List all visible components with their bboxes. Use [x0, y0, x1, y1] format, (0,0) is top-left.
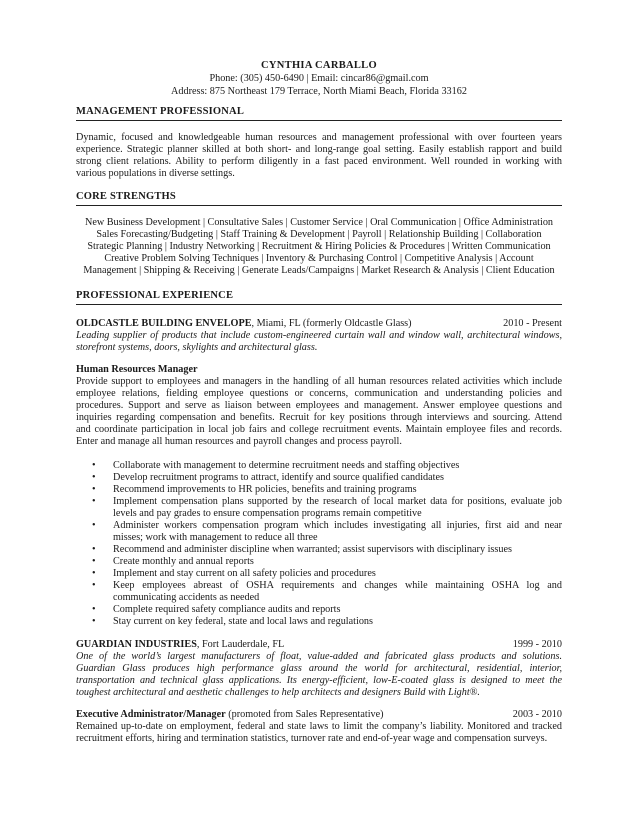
- job-heading: [76, 639, 562, 651]
- role-line: and coordinate participation in local job fairs and college recruitment events. Maintain employee files and records.: [76, 424, 562, 435]
- strengths-line: Management | Shipping & Receiving | Generate Leads/Campaigns | Market Research & Analysis | Client Education: [83, 265, 555, 276]
- responsibility-item: • Administer workers compensation program which includes investigating all injuries, first aid and near misses; work with management to reduce all three: [113, 520, 562, 544]
- role-heading: [76, 709, 562, 721]
- strengths-list: [76, 217, 562, 277]
- address-line: Address: 875 Northeast 179 Terrace, North Miami Beach, Florida 33162: [171, 86, 467, 97]
- summary-line: experience. Strategic planner skilled at both short- and long-range goal setting. Easily establish rapport and build: [76, 144, 562, 155]
- responsibility-item: • Keep employees abreast of OSHA requirements and changes while maintaining OSHA log and communicating accidents as needed: [113, 580, 562, 604]
- company-description: [76, 330, 562, 354]
- job-heading: [76, 318, 562, 330]
- responsibility-item: • Recommend improvements to HR policies, benefits and training programs: [113, 484, 562, 496]
- strengths-line: Strategic Planning | Industry Networking | Recruitment & Hiring Policies & Procedures | Written Communication: [87, 241, 551, 252]
- company-name: OLDCASTLE BUILDING ENVELOPE: [76, 318, 252, 329]
- desc-line: Guardian Glass produces high performance glass around the world for architectural, residential, interior,: [76, 663, 562, 674]
- company-location: , Fort Lauderdale, FL: [196, 639, 285, 650]
- job-dates: 2010 - Present: [503, 318, 562, 329]
- role-title: Executive Administrator/Manager: [76, 709, 226, 720]
- job-oldcastle: [76, 318, 562, 628]
- role-description: [76, 721, 562, 745]
- company-description: [76, 651, 562, 699]
- responsibility-item: • Collaborate with management to determine recruitment needs and staffing objectives: [113, 460, 562, 472]
- responsibility-item: • Implement and stay current on all safety policies and procedures: [113, 568, 562, 580]
- role-dates: 2003 - 2010: [512, 709, 562, 720]
- strengths-title: CORE STRENGTHS: [76, 191, 562, 206]
- summary-title: MANAGEMENT PROFESSIONAL: [76, 106, 562, 121]
- experience-title: PROFESSIONAL EXPERIENCE: [76, 290, 562, 305]
- summary-line: various populations in diverse settings.: [76, 168, 235, 179]
- summary-line: Dynamic, focused and knowledgeable human resources and management professional with over fourteen years: [76, 132, 562, 143]
- role-line: inquiries regarding compensation and benefits. Recruit for key positions through interviews and sourcing. Attend: [76, 412, 562, 423]
- strengths-section: [76, 191, 562, 277]
- role-line: procedures. Support and serve as liaison between employees and management. Answer employee questions and: [76, 400, 562, 411]
- role-line: Provide support to employees and managers in the handling of all human resources related activities which include: [76, 376, 562, 387]
- job-guardian: [76, 639, 562, 745]
- responsibility-item: • Stay current on key federal, state and local laws and regulations: [113, 616, 562, 628]
- job-dates: 1999 - 2010: [512, 639, 562, 650]
- desc-line: Leading supplier of products that include custom-engineered curtain wall and window wall, architectural windows,: [76, 330, 562, 341]
- desc-line: transportation and technical glass applications. Its energy-efficient, low-E-coated glass is designed to meet the: [76, 675, 562, 686]
- company-name: GUARDIAN INDUSTRIES: [76, 639, 197, 650]
- summary-paragraph: [76, 132, 562, 180]
- role-line: employee relations, fielding employee questions or concerns, communication and understanding policies and: [76, 388, 562, 399]
- responsibility-item: • Recommend and administer discipline when warranted; assist supervisors with disciplinary issues: [113, 544, 562, 556]
- company-location: , Miami, FL (formerly Oldcastle Glass): [251, 318, 412, 329]
- role-title: Human Resources Manager: [76, 364, 198, 375]
- candidate-name: CYNTHIA CARBALLO: [261, 60, 377, 71]
- responsibility-item: • Develop recruitment programs to attract, identify and source qualified candidates: [113, 472, 562, 484]
- responsibility-list: [76, 460, 562, 628]
- desc-line: toughest architectural and aesthetic challenges to help architects and designers Build with Light®.: [76, 687, 480, 698]
- strengths-line: Sales Forecasting/Budgeting | Staff Training & Development | Payroll | Relationship Building | Collaboration: [96, 229, 542, 240]
- responsibility-item: • Create monthly and annual reports: [113, 556, 562, 568]
- role-line: Remained up-to-date on employment, federal and state laws to limit the company’s liability. Monitored and tracked: [76, 721, 562, 732]
- strengths-line: New Business Development | Consultative Sales | Customer Service | Oral Communication | Office Administration: [84, 217, 554, 228]
- responsibility-item: • Complete required safety compliance audits and reports: [113, 604, 562, 616]
- role-description: [76, 376, 562, 448]
- summary-line: strong client relations. Ability to perform diligently in a fast paced environment. Well rounded in working with: [76, 156, 562, 167]
- experience-section: [76, 290, 562, 745]
- desc-line: One of the world’s largest manufacturers of float, value-added and fabricated glass products and solutions.: [76, 651, 562, 662]
- strengths-line: Creative Problem Solving Techniques | Inventory & Purchasing Control | Competitive Analysis | Account: [104, 253, 534, 264]
- contact-line: Phone: (305) 450-6490 | Email: cincar86@gmail.com: [209, 73, 429, 84]
- summary-section: [76, 106, 562, 180]
- role-line: recruitment efforts, hiring and termination statistics, turnover rate and end-of-year wage and compensation surveys.: [76, 733, 548, 744]
- responsibility-item: • Implement compensation plans supported by the research of local market data for positions, evaluate job levels and pay grades to ensure compensation programs remain competitive: [113, 496, 562, 520]
- desc-line: storefront systems, doors, skylights and architectural glass.: [76, 342, 318, 353]
- resume-header: [0, 60, 638, 98]
- role-note: (promoted from Sales Representative): [225, 709, 384, 720]
- role-line: Enter and manage all human resources and payroll changes and process payroll.: [76, 436, 402, 447]
